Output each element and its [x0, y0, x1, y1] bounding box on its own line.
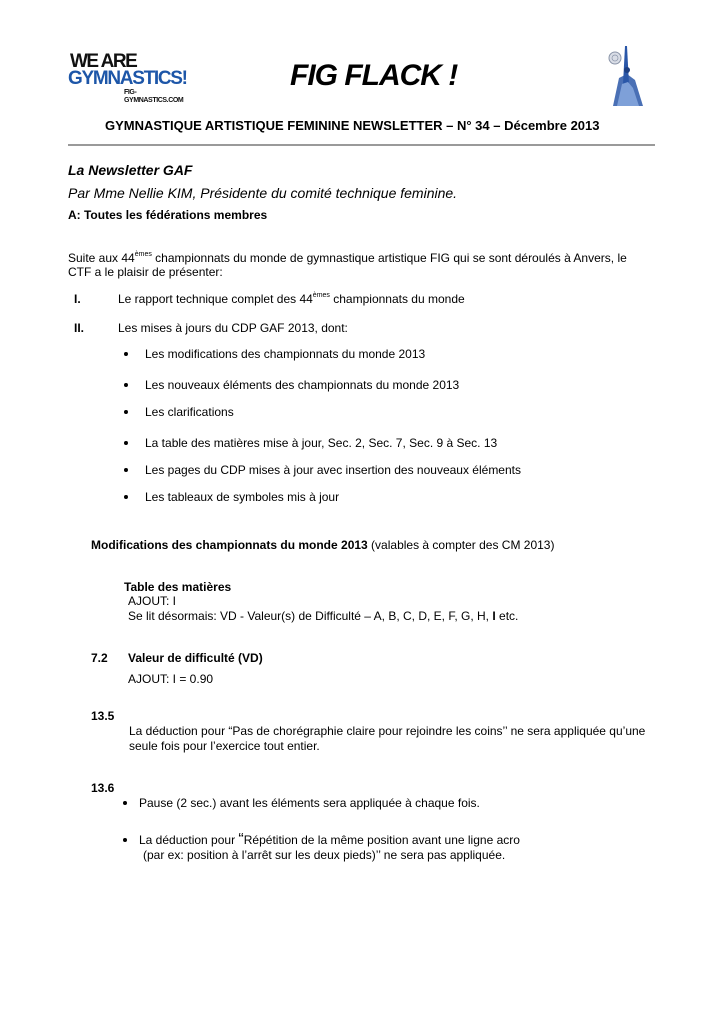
recipients-line: A: Toutes les fédérations membres — [68, 208, 268, 222]
item-number: II. — [74, 321, 85, 335]
list-item-line-2: (par ex: position à l’arrêt sur les deux pieds)’’ ne sera pas appliquée. — [143, 848, 506, 862]
bullet-icon — [123, 801, 127, 805]
section-heading: Valeur de difficulté (VD) — [128, 651, 263, 665]
toc-read-bold: I — [492, 609, 496, 623]
toc-read-line — [128, 608, 518, 624]
list-item-text: Répétition de la même position avant une ligne acro — [243, 833, 520, 847]
intro-paragraph-line-2: CTF a le plaisir de présenter: — [68, 265, 223, 279]
logo-line-2: GYMNASTICS! — [68, 68, 187, 89]
open-quote: “ — [238, 831, 244, 848]
list-item-line-1 — [139, 832, 520, 848]
section-text-line-2: seule fois pour l’exercice tout entier. — [129, 739, 320, 753]
section-number: 7.2 — [91, 651, 108, 665]
item-text-part: championnats du monde — [329, 292, 465, 306]
list-item: Les clarifications — [145, 405, 234, 419]
page-title: FIG FLACK ! — [290, 59, 458, 92]
intro-text-cont: championnats du monde de gymnastique artistique FIG qui se sont déroulés à Anvers, le — [151, 251, 627, 265]
bullet-icon — [124, 352, 128, 356]
list-item: Les tableaux de symboles mis à jour — [145, 490, 340, 504]
item-text-part: Le rapport technique complet des 44 — [118, 292, 313, 306]
intro-superscript: èmes — [134, 251, 152, 258]
section-title: La Newsletter GAF — [68, 162, 193, 178]
newsletter-title: GYMNASTIQUE ARTISTIQUE FEMININE NEWSLETTER – N° 34 – Décembre 2013 — [105, 118, 600, 133]
list-item: Les modifications des championnats du monde 2013 — [145, 347, 426, 361]
item-text: Les mises à jours du CDP GAF 2013, dont: — [118, 321, 348, 335]
section-number: 13.6 — [91, 781, 115, 795]
section-text-line-1: La déduction pour “Pas de chorégraphie claire pour rejoindre les coins’’ ne sera appliquée qu’une — [129, 724, 646, 738]
list-item: Les pages du CDP mises à jour avec insertion des nouveaux éléments — [145, 463, 521, 477]
list-item: La table des matières mise à jour, Sec. 2, Sec. 7, Sec. 9 à Sec. 13 — [145, 436, 498, 450]
item-text — [118, 291, 465, 307]
item-number: I. — [74, 292, 81, 306]
intro-text: Suite aux 44 — [68, 251, 135, 265]
list-item: Les nouveaux éléments des championnats du monde 2013 — [145, 378, 460, 392]
logo-line-1: WE ARE — [70, 51, 137, 72]
logo-line-3: FIG-GYMNASTICS.COM — [124, 89, 184, 104]
toc-add-line: AJOUT: I — [128, 594, 177, 608]
toc-heading: Table des matières — [124, 580, 232, 594]
bullet-icon — [124, 495, 128, 499]
fig-emblem-icon — [605, 44, 647, 110]
bullet-icon — [124, 468, 128, 472]
toc-read-text: Se lit désormais: VD - Valeur(s) de Difficulté – A, B, C, D, E, F, G, H, — [128, 609, 493, 623]
bullet-icon — [124, 410, 128, 414]
section-number: 13.5 — [91, 709, 115, 723]
section-add-line: AJOUT: I = 0.90 — [128, 672, 214, 686]
we-are-gymnastics-logo — [68, 52, 190, 102]
list-item: Pause (2 sec.) avant les éléments sera appliquée à chaque fois. — [139, 796, 480, 810]
modifications-heading-note: (valables à compter des CM 2013) — [367, 538, 555, 552]
bullet-icon — [123, 838, 127, 842]
header-divider — [68, 144, 655, 146]
bullet-icon — [124, 383, 128, 387]
modifications-heading-bold: Modifications des championnats du monde 2013 — [91, 538, 368, 552]
toc-read-end: etc. — [495, 609, 519, 623]
list-item-prefix: La déduction pour — [139, 833, 239, 847]
modifications-heading — [91, 537, 554, 553]
author-line: Par Mme Nellie KIM, Présidente du comité technique feminine. — [68, 185, 458, 201]
bullet-icon — [124, 441, 128, 445]
item-superscript: èmes — [312, 292, 330, 299]
